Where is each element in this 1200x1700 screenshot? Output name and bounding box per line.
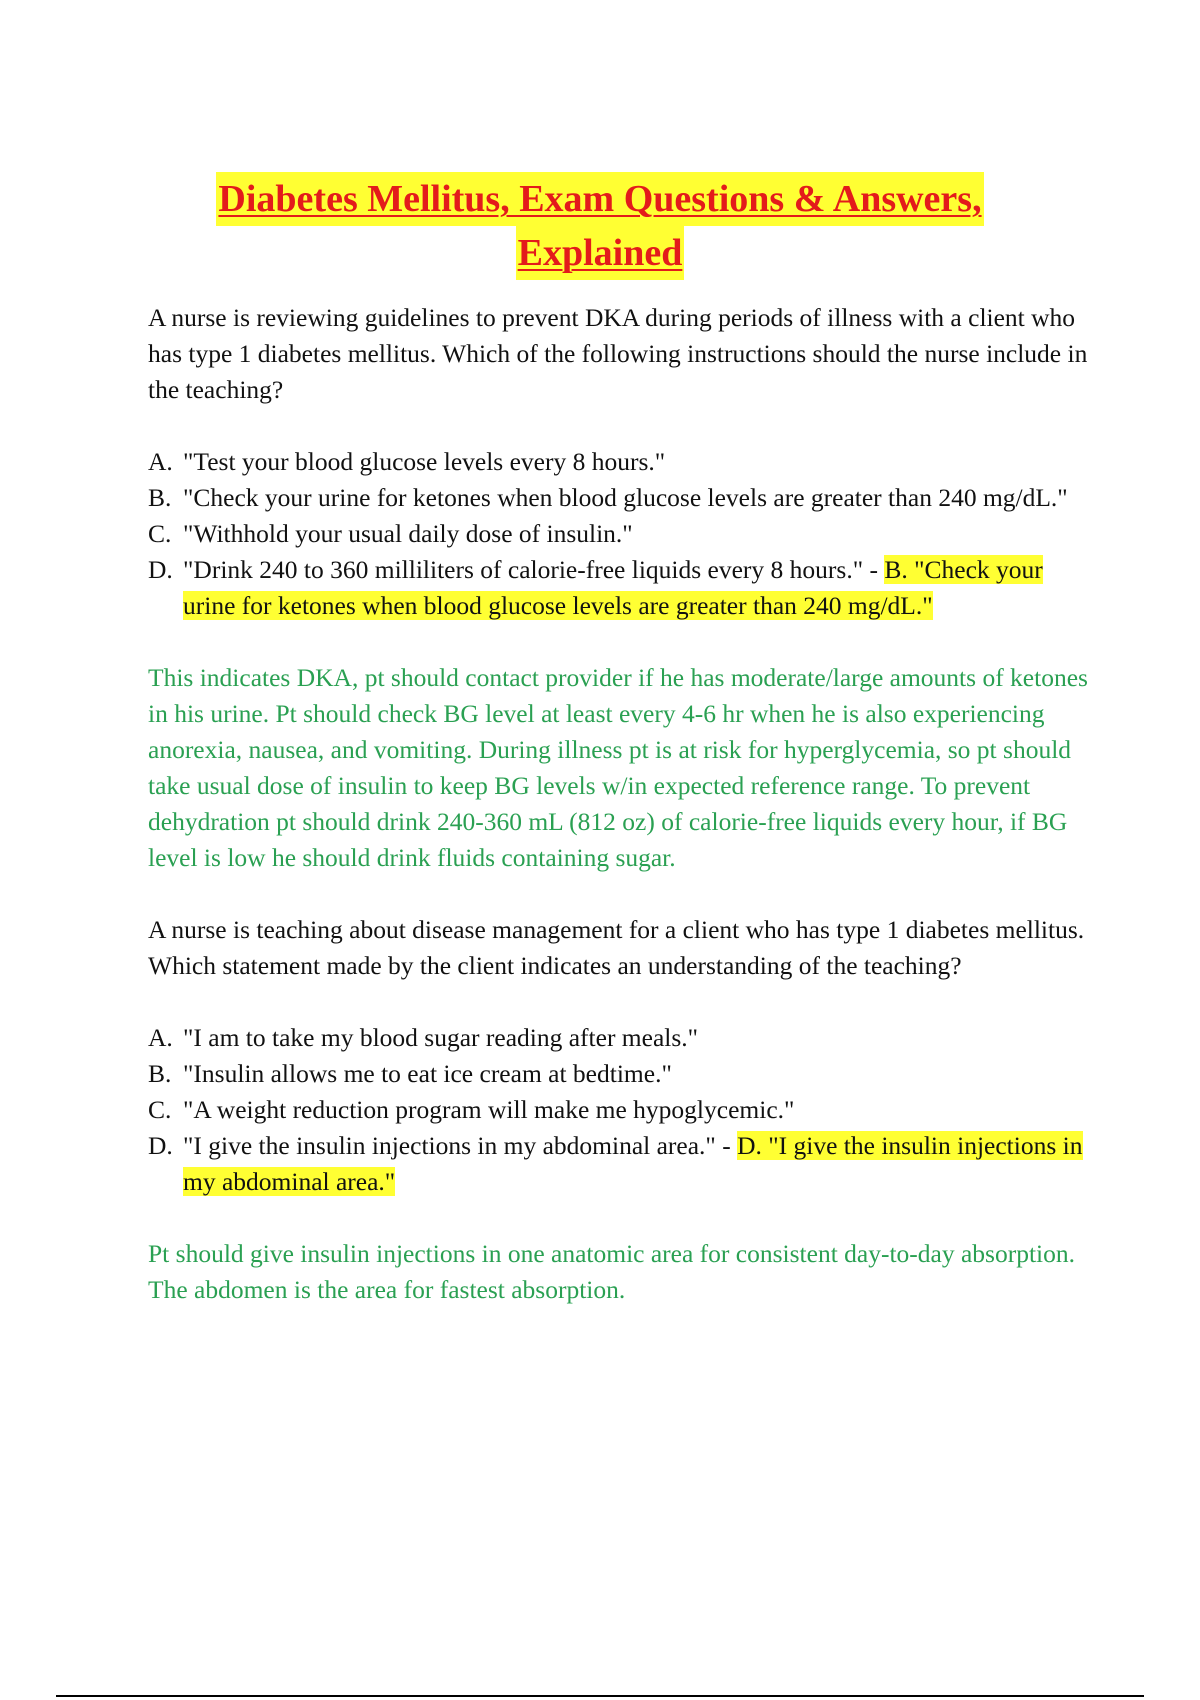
question-2 — [148, 912, 1088, 1308]
option-c — [148, 1092, 1088, 1128]
bottom-divider — [56, 1695, 1144, 1697]
option-text-with-answer — [183, 1128, 1088, 1200]
answer-options — [148, 1020, 1088, 1200]
option-b — [148, 1056, 1088, 1092]
correct-answer-highlight: B. "Check your urine for ketones when blood glucose levels are greater than 240 mg/dL." — [183, 555, 1043, 620]
option-text: "A weight reduction program will make me hypoglycemic." — [183, 1095, 795, 1124]
option-text: "Insulin allows me to eat ice cream at bedtime." — [183, 1059, 672, 1088]
option-letter: C. — [148, 1095, 172, 1124]
option-text: "Test your blood glucose levels every 8 hours." — [183, 447, 666, 476]
question-1 — [148, 300, 1088, 876]
option-text: "Withhold your usual daily dose of insulin." — [183, 519, 633, 548]
option-text: "I am to take my blood sugar reading after meals." — [183, 1023, 699, 1052]
answer-explanation: This indicates DKA, pt should contact provider if he has moderate/large amounts of ketones in his urine. Pt should check BG level at least every 4-6 hr when he is also experiencing anorexia, nausea, and vomiting. During illness pt is at risk for hyperglycemia, so pt should take usual dose of insulin to keep BG levels w/in expected reference range. To prevent dehydration pt should drink 240-360 mL (812 oz) of calorie-free liquids every hour, if BG level is low he should drink fluids containing sugar. — [148, 663, 1088, 872]
option-letter: A. — [148, 1023, 173, 1052]
option-letter: B. — [148, 1059, 172, 1088]
correct-answer-highlight: D. "I give the insulin injections in my abdominal area." — [183, 1131, 1083, 1196]
question-text: A nurse is teaching about disease management for a client who has type 1 diabetes mellitus. Which statement made by the client indicates an understanding of the teaching? — [148, 915, 1085, 980]
document-title — [0, 172, 1200, 280]
option-a — [148, 1020, 1088, 1056]
option-c — [148, 516, 1088, 552]
option-text: "I give the insulin injections in my abdominal area." - — [183, 1131, 738, 1160]
option-letter: D. — [148, 1131, 173, 1160]
option-text-with-answer — [183, 552, 1088, 624]
option-letter: D. — [148, 555, 173, 584]
option-letter: A. — [148, 447, 173, 476]
answer-explanation: Pt should give insulin injections in one anatomic area for consistent day-to-day absorption. The abdomen is the area for fastest absorption. — [148, 1239, 1076, 1304]
option-a — [148, 444, 1088, 480]
option-b — [148, 480, 1088, 516]
title-line-2: Explained — [516, 226, 685, 280]
option-d — [148, 552, 1088, 624]
title-line-1: Diabetes Mellitus, Exam Questions & Answers, — [216, 172, 983, 226]
question-text: A nurse is reviewing guidelines to prevent DKA during periods of illness with a client who has type 1 diabetes mellitus. Which of the following instructions should the nurse include in the teaching? — [148, 303, 1088, 404]
option-text: "Check your urine for ketones when blood glucose levels are greater than 240 mg/dL." — [183, 483, 1068, 512]
answer-options — [148, 444, 1088, 624]
document-body — [148, 300, 1088, 1308]
option-letter: C. — [148, 519, 172, 548]
option-d — [148, 1128, 1088, 1200]
option-letter: B. — [148, 483, 172, 512]
option-text: "Drink 240 to 360 milliliters of calorie-free liquids every 8 hours." - — [183, 555, 885, 584]
